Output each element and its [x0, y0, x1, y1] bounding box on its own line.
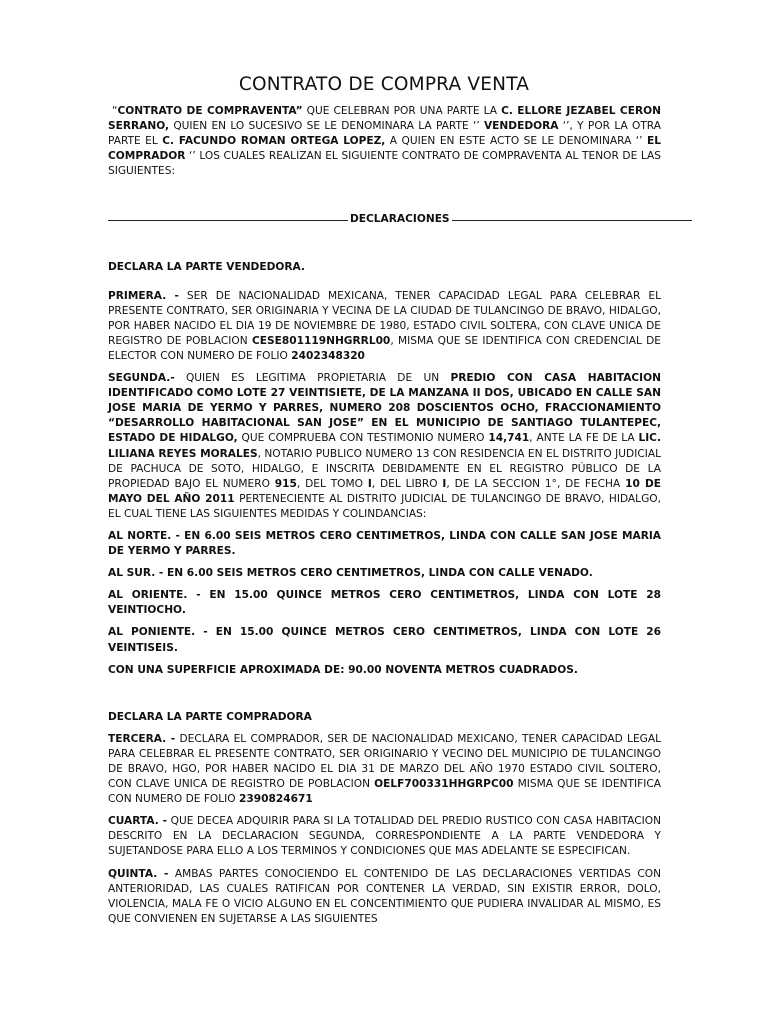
seller-curp: CESE801119NHGRRL00	[251, 334, 391, 347]
buyer-section-heading: DECLARA LA PARTE COMPRADORA	[108, 710, 312, 723]
boundary-north: AL NORTE. - EN 6.00 SEIS METROS CERO CENTIMETROS, LINDA CON CALLE SAN JOSE MARIA DE YERMO Y PARRES.	[108, 529, 661, 558]
surface-area: CON UNA SUPERFICIE APROXIMADA DE: 90.00 NOVENTA METROS CUADRADOS.	[108, 663, 578, 676]
registry-libro: I	[442, 477, 447, 490]
clause-primera: PRIMERA. - SER DE NACIONALIDAD MEXICANA, TENER CAPACIDAD LEGAL PARA CELEBRAR EL PRESENTE CONTRATO, SER ORIGINARIA Y VECINA DE LA CIUDAD DE TULANCINGO DE BRAVO, HIDALGO, POR HABER NACIDO EL DIA 19 DE NOVIEMBRE DE 1980, ESTADO CIVIL SOLTERA, CON CLAVE UNICA DE REGISTRO DE POBLACION CESE801119NHGRRL00, MISMA QUE SE IDENTIFICA CON CREDENCIAL DE ELECTOR CON NUMERO DE FOLIO 2402348320	[108, 289, 661, 362]
clause-label: QUINTA. -	[108, 867, 169, 880]
clause-label: CUARTA. -	[108, 815, 168, 828]
intro-text-1: QUE CELEBRAN POR UNA PARTE LA	[302, 105, 502, 117]
boundary-west: AL PONIENTE. - EN 15.00 QUINCE METROS CERO CENTIMETROS, LINDA CON LOTE 26 VEINTISEIS.	[108, 626, 661, 654]
rule-right	[452, 220, 692, 221]
notary-name: LIC. LILIANA REYES MORALES	[108, 432, 661, 460]
contract-name: CONTRATO DE COMPRAVENTA”	[117, 105, 303, 117]
rule-left	[108, 220, 348, 221]
clause-segunda: SEGUNDA.- QUIEN ES LEGITIMA PROPIETARIA DE UN PREDIO CON CASA HABITACION IDENTIFICADO COMO LOTE 27 VEINTISIETE, DE LA MANZANA II DOS, UBICADO EN CALLE SAN JOSE MARIA DE YERMO Y PARRES, NUMERO 208 DOSCIENTOS OCHO, FRACCIONAMIENTO “DESARROLLO HABITACIONAL SAN JOSE” EN EL MUNICIPIO DE SANTIAGO TULANTEPEC, ESTADO DE HIDALGO, QUE COMPRUEBA CON TESTIMONIO NUMERO 14,741, ANTE LA FE DE LA LIC. LILIANA REYES MORALES, NOTARIO PUBLICO NUMERO 13 CON RESIDENCIA EN EL DISTRITO JUDICIAL DE PACHUCA DE SOTO, HIDALGO, E INSCRITA DEBIDAMENTE EN EL REGISTRO PÚBLICO DE LA PROPIEDAD BAJO EL NUMERO 915, DEL TOMO I, DEL LIBRO I, DE LA SECCION 1°, DE FECHA 10 DE MAYO DEL AÑO 2011 PERTENECIENTE AL DISTRITO JUDICIAL DE TULANCINGO DE BRAVO, HIDALGO, EL CUAL TIENE LAS SIGUIENTES MEDIDAS Y COLINDANCIAS:	[108, 372, 662, 520]
intro-paragraph	[108, 104, 661, 179]
clause-tercera: TERCERA. - DECLARA EL COMPRADOR, SER DE NACIONALIDAD MEXICANO, TENER CAPACIDAD LEGAL PARA CELEBRAR EL PRESENTE CONTRATO, SER ORIGINARIO Y VECINO DEL MUNICIPIO DE TULANCINGO DE BRAVO, HGO, POR HABER NACIDO EL DIA 31 DE MARZO DEL AÑO 1970 ESTADO CIVIL SOLTERO, CON CLAVE UNICA DE REGISTRO DE POBLACION OELF700331HHGRPC00 MISMA QUE SE IDENTIFICA CON NUMERO DE FOLIO 2390824671	[108, 732, 661, 806]
clause-label: SEGUNDA.-	[108, 372, 175, 385]
buyer-folio: 2390824671	[239, 793, 313, 806]
registry-number: 915	[274, 477, 297, 490]
intro-text-5: ‘’ LOS CUALES REALIZAN EL SIGUIENTE CONTRATO DE COMPRAVENTA AL TENOR DE LAS SIGUIENTES:	[108, 150, 661, 178]
buyer-curp: OELF700331HHGRPC00	[374, 778, 514, 791]
boundary-south: AL SUR. - EN 6.00 SEIS METROS CERO CENTIMETROS, LINDA CON CALLE VENADO.	[108, 567, 593, 580]
clause-cuarta: CUARTA. - QUE DECEA ADQUIRIR PARA SI LA TOTALIDAD DEL PREDIO RUSTICO CON CASA HABITACION DESCRITO EN LA DECLARACION SEGUNDA, CORRESPONDIENTE A LA PARTE VENDEDORA Y SUJETANDOSE PARA ELLO A LOS TERMINOS Y CONDICIONES QUE MAS ADELANTE SE ESPECIFICAN.	[108, 815, 661, 858]
declaraciones-heading	[108, 212, 661, 227]
declaraciones-label: DECLARACIONES	[350, 213, 450, 226]
clause-quinta: QUINTA. - AMBAS PARTES CONOCIENDO EL CONTENIDO DE LAS DECLARACIONES VERTIDAS CON ANTERIORIDAD, LAS CUALES RATIFICAN POR CONTENER LA VERDAD, SIN EXISTIR ERROR, DOLO, VIOLENCIA, MALA FE O VICIO ALGUNO EN EL CONCENTIMIENTO QUE PUDIERA INVALIDAR AL MISMO, ES QUE CONVIENEN EN SUJETARSE A LAS SIGUIENTES	[108, 867, 661, 925]
intro-text-2: QUIEN EN LO SUCESIVO SE LE DENOMINARA LA PARTE ‘’	[169, 120, 484, 133]
registry-tomo: I	[367, 477, 372, 490]
boundary-east: AL ORIENTE. - EN 15.00 QUINCE METROS CERO CENTIMETROS, LINDA CON LOTE 28 VEINTIOCHO.	[108, 589, 661, 617]
testimonio-number: 14,741	[488, 432, 530, 445]
seller-role: VENDEDORA	[483, 120, 559, 133]
intro-text-3: ‘’, Y POR LA OTRA PARTE EL	[108, 120, 661, 148]
property-description: PREDIO CON CASA HABITACION IDENTIFICADO COMO LOTE 27 VEINTISIETE, DE LA MANZANA II DOS, UBICADO EN CALLE SAN JOSE MARIA DE YERMO Y PARRES, NUMERO 208 DOSCIENTOS OCHO, FRACCIONAMIENTO “DESARROLLO HABITACIONAL SAN JOSE” EN EL MUNICIPIO DE SANTIAGO TULANTEPEC, ESTADO DE HIDALGO,	[108, 372, 661, 445]
seller-folio: 2402348320	[291, 349, 365, 362]
clause-label: PRIMERA. -	[108, 289, 179, 302]
document-title: CONTRATO DE COMPRA VENTA	[238, 74, 530, 95]
intro-quote: “	[112, 105, 118, 117]
buyer-role: EL COMPRADOR	[108, 135, 662, 163]
seller-name: C. ELLORE JEZABEL CERON SERRANO,	[108, 105, 661, 133]
document-body	[108, 104, 661, 927]
buyer-name: C. FACUNDO ROMAN ORTEGA LOPEZ,	[162, 135, 386, 148]
seller-section-heading: DECLARA LA PARTE VENDEDORA.	[108, 261, 305, 274]
registry-date: 10 DE MAYO DEL AÑO 2011	[108, 477, 662, 505]
clause-label: TERCERA. -	[108, 732, 176, 745]
intro-text-4: A QUIEN EN ESTE ACTO SE LE DENOMINARA ‘’	[385, 135, 648, 148]
